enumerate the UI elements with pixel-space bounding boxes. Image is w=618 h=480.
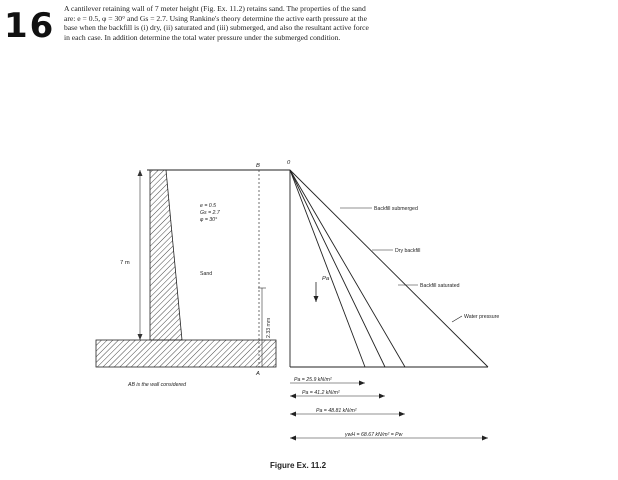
wall-stem [150,170,182,340]
pa-symbol: Pa [322,276,330,282]
point-b-label: B [256,163,260,169]
dim-water-arrow-left [290,436,296,441]
dim-saturated-arrow [399,412,405,417]
figure-caption: Figure Ex. 11.2 [270,461,327,470]
label-backfill-submerged: Backfill submerged [374,206,418,212]
dim-dry-arrow-left [290,394,296,399]
dim-submerged-arrow [359,381,365,386]
value-saturated: Pa = 48.81 kN/m² [316,408,357,414]
water-pressure-line [290,170,488,367]
dim-water-arrow [482,436,488,441]
dim-dry-arrow [379,394,385,399]
problem-line-3: base when the backfill is (i) dry, (ii) saturated and (iii) submerged, and also the resultant active force [64,23,369,33]
soil-prop-phi: φ = 30° [200,217,218,223]
soil-prop-e: e = 0.5 [200,203,217,209]
depth-label: 2.33 mm [266,317,272,338]
height-arrow-top [138,170,143,176]
value-water: γwH = 68.67 kN/m² = Pw [345,432,403,438]
value-submerged: Pa = 25.9 kN/m² [294,377,332,383]
soil-prop-gs: Gs = 2.7 [200,210,220,216]
point-o-label: 0 [287,160,291,166]
label-water-pressure: Water pressure [464,314,500,320]
problem-line-4: in each case. In addition determine the total water pressure under the submerged condition. [64,32,341,42]
sand-label: Sand [200,271,213,277]
pa-arrow-head [314,296,319,302]
height-label: 7 m [120,260,130,266]
submerged-pressure-line [290,170,365,367]
label-dry-backfill: Dry backfill [395,248,421,254]
height-arrow-bottom [138,334,143,340]
wall-note: AB is the wall considered [128,382,186,388]
dim-saturated-arrow-left [290,412,296,417]
saturated-pressure-line [290,170,405,367]
dry-pressure-line [290,170,385,367]
problem-line-1: A cantilever retaining wall of 7 meter height (Fig. Ex. 11.2) retains sand. The properties of the sand [64,4,366,13]
problem-line-2: are: e = 0.5, φ = 30° and Gs = 2.7. Using Rankine's theory determine the active earth pressure at the [64,13,367,23]
value-dry: Pa = 41.2 kN/m² [302,390,340,396]
label-backfill-saturated: Backfill saturated [420,283,460,289]
point-a-label: A [256,371,260,377]
leader-water [452,316,462,322]
wall-base-slab [96,340,276,367]
handwritten-annotation: 16 [4,6,56,46]
